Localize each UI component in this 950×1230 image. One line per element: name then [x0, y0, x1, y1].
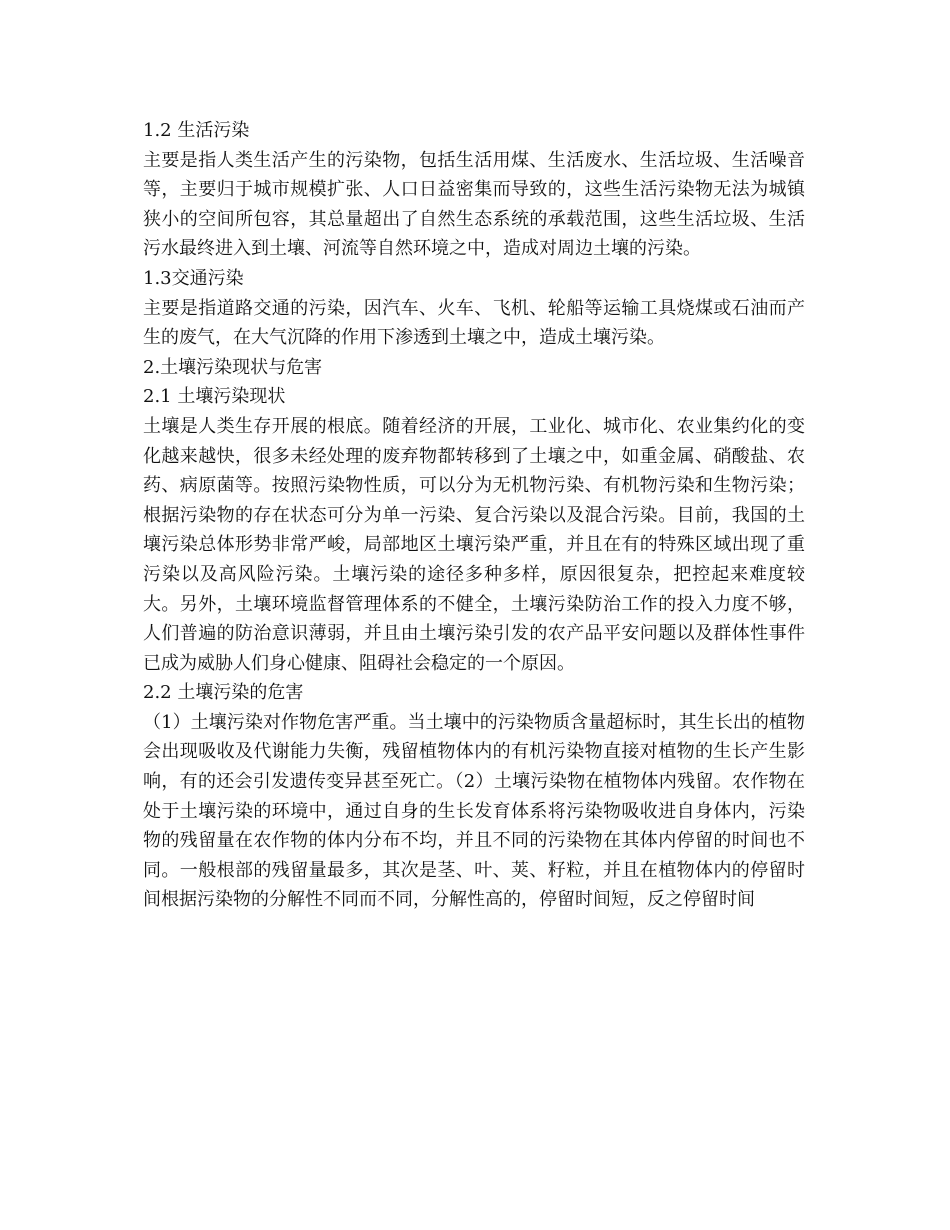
paragraph-2-1: 土壤是人类生存开展的根底。随着经济的开展，工业化、城市化、农业集约化的变化越来越快，很多未经处理的废弃物都转移到了土壤之中，如重金属、硝酸盐、农药、病原菌等。按照污染物性质，可以分为无机物污染、有机物污染和生物污染；根据污染物的存在状态可分为单一污染、复合污染以及混合污染。目前，我国的土壤污染总体形势非常严峻，局部地区土壤污染严重，并且在有的特殊区域出现了重污染以及高风险污染。土壤污染的途径多种多样，原因很复杂，把控起来难度较大。另外，土壤环境监督管理体系的不健全，土壤污染防治工作的投入力度不够，人们普遍的防治意识薄弱，并且由土壤污染引发的农产品平安问题以及群体性事件已成为威胁人们身心健康、阻碍社会稳定的一个原因。 — [143, 415, 805, 674]
document-page — [143, 116, 805, 915]
paragraph-2-2: （1）土壤污染对作物危害严重。当土壤中的污染物质含量超标时，其生长出的植物会出现吸收及代谢能力失衡，残留植物体内的有机污染物直接对植物的生长产生影响，有的还会引发遗传变异甚至死亡。（2）土壤污染物在植物体内残留。农作物在处于土壤污染的环境中，通过自身的生长发育体系将污染物吸收进自身体内，污染物的残留量在农作物的体内分布不均，并且不同的污染物在其体内停留的时间也不同。一般根部的残留量最多，其次是茎、叶、荚、籽粒，并且在植物体内的停留时间根据污染物的分解性不同而不同，分解性高的，停留时间短，反之停留时间 — [143, 711, 805, 911]
heading-1-2: 1.2 生活污染 — [143, 120, 250, 141]
heading-2: 2.土壤污染现状与危害 — [143, 356, 323, 378]
heading-2-1: 2.1 土壤污染现状 — [143, 386, 286, 408]
paragraph-1-3: 主要是指道路交通的污染，因汽车、火车、飞机、轮船等运输工具烧煤或石油而产生的废气，在大气沉降的作用下渗透到土壤之中，造成土壤污染。 — [143, 297, 805, 349]
heading-1-3: 1.3交通污染 — [143, 267, 244, 289]
paragraph-1-2: 主要是指人类生活产生的污染物，包括生活用煤、生活废水、生活垃圾、生活噪音等，主要归于城市规模扩张、人口日益密集而导致的，这些生活污染物无法为城镇狭小的空间所包容，其总量超出了自然生态系统的承载范围，这些生活垃圾、生活污水最终进入到土壤、河流等自然环境之中，造成对周边土壤的污染。 — [143, 149, 805, 260]
heading-2-2: 2.2 土壤污染的危害 — [143, 682, 304, 704]
